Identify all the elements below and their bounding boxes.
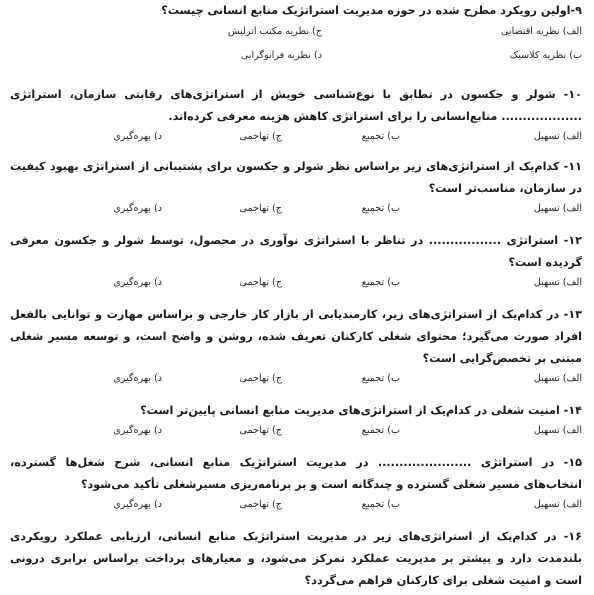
question-14	[10, 400, 582, 444]
option-d[interactable]: د) نظریه فرانوگرایی	[240, 50, 322, 61]
question-12	[10, 230, 582, 296]
options-row	[10, 274, 582, 296]
option-c[interactable]: ج) نظریه مکتب اترلیش	[227, 26, 322, 37]
option-d[interactable]: د) بهره‌گیری	[113, 425, 162, 436]
option-b[interactable]: ب) تجمیع	[361, 203, 400, 214]
option-d[interactable]: د) بهره‌گیری	[113, 277, 162, 288]
question-10	[10, 84, 582, 150]
option-a[interactable]: الف) تسهیل	[533, 499, 582, 510]
question-9	[10, 0, 582, 70]
question-stem: ۱۱- کدام‌یک از استراتژی‌های زیر براساس نظر شولر و جکسون برای پشتیبانی از استراتژی بهبود کیفیت در سازمان، مناسب‌تر است؟	[10, 160, 582, 195]
option-c[interactable]: ج) تهاجمی	[239, 131, 282, 142]
question-16	[10, 526, 582, 592]
option-d[interactable]: د) بهره‌گیری	[113, 203, 162, 214]
option-a[interactable]: الف) تسهیل	[533, 425, 582, 436]
option-a[interactable]: الف) تسهیل	[533, 373, 582, 384]
option-c[interactable]: ج) تهاجمی	[239, 277, 282, 288]
question-11	[10, 156, 582, 222]
option-b[interactable]: ب) تجمیع	[361, 373, 400, 384]
option-b[interactable]: ب) تجمیع	[361, 277, 400, 288]
options-row	[10, 370, 582, 392]
option-a[interactable]: الف) تسهیل	[533, 277, 582, 288]
option-b[interactable]: ب) تجمیع	[361, 425, 400, 436]
question-stem: ۱۶- در کدام‌یک از استراتژی‌های زیر در مدیریت استراتژیک منابع انسانی، ارزیابی عملکرد رویکردی بلندمدت دارد و بیشتر بر مدیریت عملکرد تمرکز می‌شود، و معیارهای پرداخت براساس برابری درونی است و امنیت شغلی برای کارکنان فراهم می‌گردد؟	[10, 530, 582, 587]
option-a[interactable]: الف) نظریه اقتضایی	[500, 26, 582, 37]
option-c[interactable]: ج) تهاجمی	[239, 499, 282, 510]
options-row	[10, 22, 582, 46]
question-stem: ۱۰- شولر و جکسون در تطابق با نوع‌شناسی خویش از استراتژی‌های رقابتی سازمان، استراتژی ................... منابع‌انسانی را برای استراتژی کاهش هزینه معرفی کرده‌اند.	[10, 88, 582, 123]
question-13	[10, 304, 582, 392]
option-c[interactable]: ج) تهاجمی	[239, 373, 282, 384]
option-d[interactable]: د) بهره‌گیری	[113, 131, 162, 142]
options-row	[10, 422, 582, 444]
options-row	[10, 496, 582, 518]
question-15	[10, 452, 582, 518]
options-row	[10, 128, 582, 150]
option-d[interactable]: د) بهره‌گیری	[113, 373, 162, 384]
question-stem: ۱۴- امنیت شغلی در کدام‌یک از استراتژی‌های مدیریت منابع انسانی پایین‌تر است؟	[140, 404, 582, 417]
question-stem: ۱۲- استراتژی ................. در تناظر با استراتژی نوآوری در محصول، توسط شولر و جکسون معرفی گردیده است؟	[10, 234, 582, 269]
option-a[interactable]: الف) تسهیل	[533, 203, 582, 214]
question-stem: ۱۵- در استراتژی ...................... در مدیریت استراتژیک منابع انسانی، شرح شغل‌ها گسترده، انتخاب‌های مسیر شغلی گسترده و چندگانه است و بر برنامه‌ریزی مسیرشغلی تأکید می‌شود؟	[10, 456, 582, 491]
option-b[interactable]: ب) نظریه کلاسیک	[509, 50, 582, 61]
question-stem: ۱۳- در کدام‌یک از استراتژی‌های زیر، کارمندیابی از بازار کار خارجی و براساس مهارت و توانایی بالفعل افراد صورت می‌گیرد؛ محتوای شغلی کارکنان تعریف شده، روشن و واضح است، و توسعه مسیر شغلی مبتنی بر تخصص‌گرایی است؟	[10, 308, 582, 365]
option-d[interactable]: د) بهره‌گیری	[113, 499, 162, 510]
option-a[interactable]: الف) تسهیل	[533, 131, 582, 142]
option-c[interactable]: ج) تهاجمی	[239, 425, 282, 436]
options-row	[10, 46, 582, 70]
option-c[interactable]: ج) تهاجمی	[239, 203, 282, 214]
option-b[interactable]: ب) تجمیع	[361, 131, 400, 142]
options-row	[10, 200, 582, 222]
question-stem: ۹-اولین رویکرد مطرح شده در حوزه مدیریت استراتژیک منابع انسانی چیست؟	[161, 4, 582, 17]
option-b[interactable]: ب) تجمیع	[361, 499, 400, 510]
